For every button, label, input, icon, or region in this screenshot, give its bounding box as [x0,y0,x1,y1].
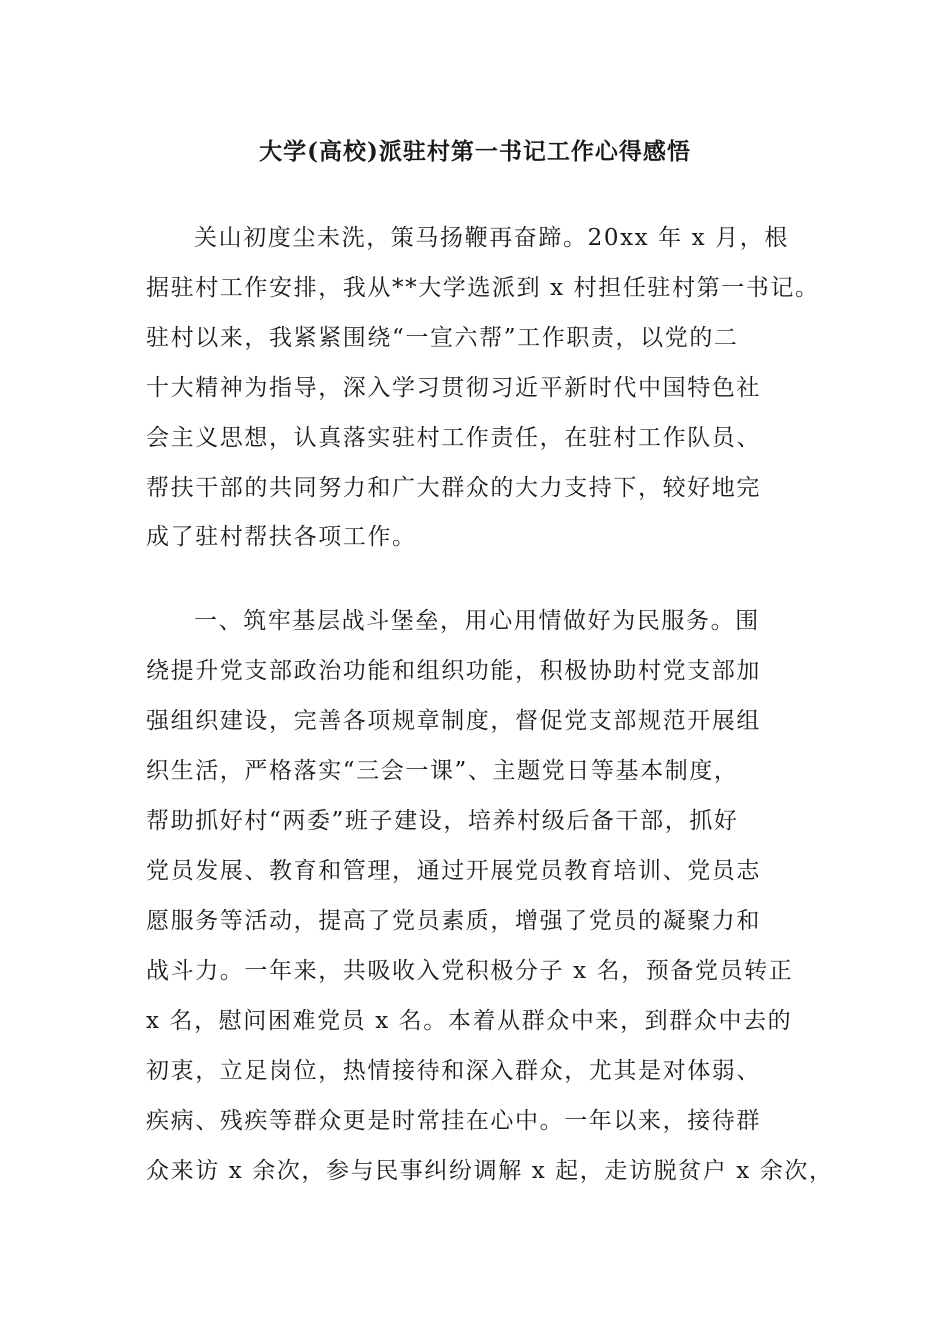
paragraph-1-line-6: 帮扶干部的共同努力和广大群众的大力支持下，较好地完 [146,475,761,501]
paragraph-2-line-7: 愿服务等活动，提高了党员素质，增强了党员的凝聚力和 [146,908,761,934]
paragraph-2-line-6: 党员发展、教育和管理，通过开展党员教育培训、党员志 [146,858,761,884]
paragraph-1-line-2: 据驻村工作安排，我从**大学选派到 x 村担任驻村第一书记。 [146,275,820,301]
paragraph-2-line-8: 战斗力。一年来，共吸收入党积极分子 x 名，预备党员转正 [146,958,794,984]
paragraph-1-line-7: 成了驻村帮扶各项工作。 [146,524,417,550]
paragraph-1-line-4: 十大精神为指导，深入学习贯彻习近平新时代中国特色社 [146,375,761,401]
paragraph-1-line-5: 会主义思想，认真落实驻村工作责任，在驻村工作队员、 [146,425,761,451]
paragraph-1-line-3: 驻村以来，我紧紧围绕“一宣六帮”工作职责，以党的二 [146,325,739,351]
paragraph-2-line-2: 绕提升党支部政治功能和组织功能，积极协助村党支部加 [146,658,761,684]
paragraph-2-line-3: 强组织建设，完善各项规章制度，督促党支部规范开展组 [146,708,761,734]
paragraph-2-line-9: x 名，慰问困难党员 x 名。本着从群众中来，到群众中去的 [146,1008,793,1034]
paragraph-2-line-4: 织生活，严格落实“三会一课”、主题党日等基本制度， [146,758,739,784]
paragraph-2-line-1: 一、筑牢基层战斗堡垒，用心用情做好为民服务。围 [194,608,760,634]
document-title: 大学(高校)派驻村第一书记工作心得感悟 [259,138,691,165]
paragraph-2-line-12: 众来访 x 余次，参与民事纠纷调解 x 起，走访脱贫户 x 余次， [146,1158,834,1184]
paragraph-2-line-5: 帮助抓好村“两委”班子建设，培养村级后备干部，抓好 [146,808,739,834]
paragraph-1-line-1: 关山初度尘未洗，策马扬鞭再奋蹄。20xx 年 x 月，根 [194,225,789,251]
paragraph-2-line-11: 疾病、残疾等群众更是时常挂在心中。一年以来，接待群 [146,1108,761,1134]
paragraph-2-line-10: 初衷，立足岗位，热情接待和深入群众，尤其是对体弱、 [146,1058,761,1084]
